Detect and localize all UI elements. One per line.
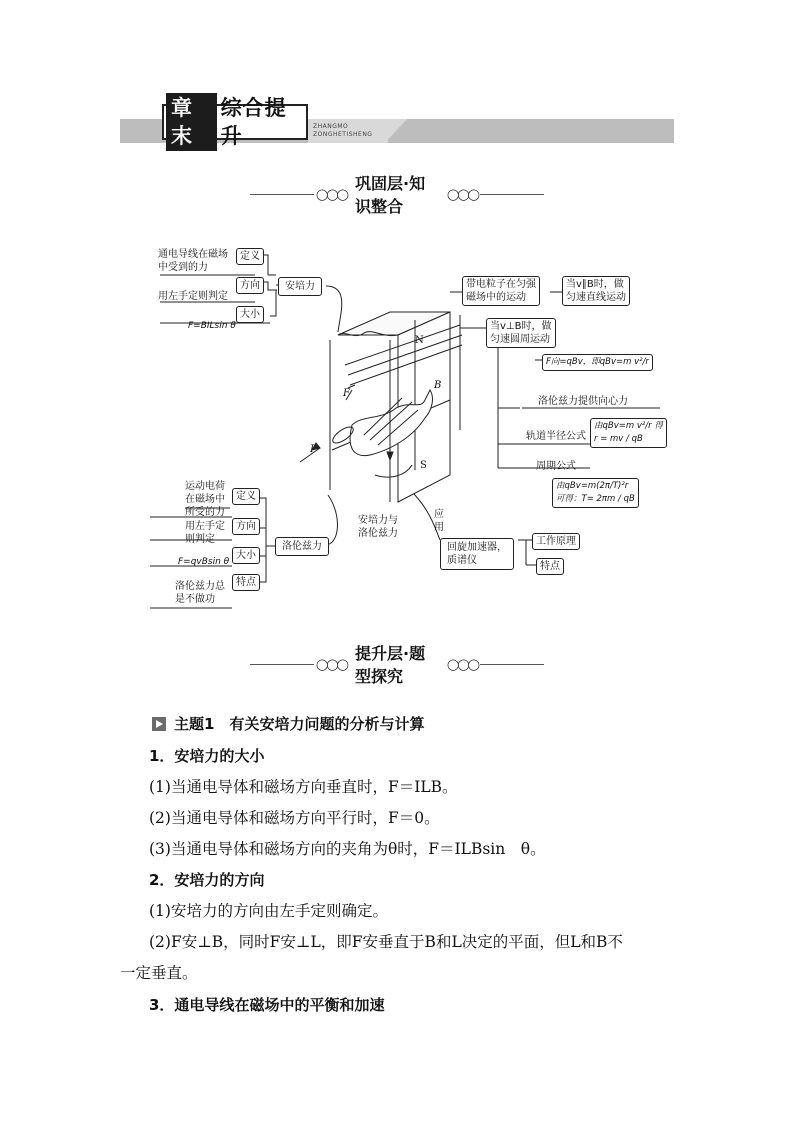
heading-ornament-left: ◯◯◯ [316, 657, 347, 671]
lorentz-magnitude-formula: F=qvBsin θ [178, 557, 230, 567]
chapter-title-dark: 章末 [166, 93, 217, 151]
ampere-direction-label: 方向 [236, 277, 264, 294]
lorentz-definition-line-1: 运动电荷 [185, 481, 225, 492]
ampere-direction-text: 用左手定则判定 [158, 291, 228, 302]
lorentz-direction-label: 方向 [232, 518, 260, 535]
application-feature-node: 特点 [536, 558, 564, 575]
lorentz-direction-line-1: 用左手定 [185, 521, 225, 532]
section-heading-knowledge [250, 174, 544, 216]
working-principle-node: 工作原理 [532, 533, 580, 550]
particle-motion-line-1: 带电粒子在匀强 [466, 279, 536, 290]
diagram-label-s: S [420, 460, 427, 471]
heading-rule-right [480, 664, 544, 665]
parallel-motion-line-2: 匀速直线运动 [566, 292, 626, 303]
lorentz-force-node: 洛伦兹力 [275, 537, 329, 556]
diagram-label-n: N [415, 335, 424, 346]
lorentz-magnitude-label: 大小 [232, 547, 260, 564]
diagram-label-i: I [310, 444, 314, 455]
section-heading-problems [250, 644, 544, 686]
period-formula-box [552, 478, 639, 508]
lorentz-definition-text [185, 480, 225, 519]
paragraph-perpendicular: (1)当通电导体和磁场方向垂直时，F＝ILB。 [149, 778, 458, 796]
ampere-definition-text [158, 248, 228, 274]
lorentz-definition-line-3: 所受的力 [185, 507, 225, 518]
application-node-line-1: 回旋加速器， [447, 542, 507, 553]
paragraph-perpendicular-plane: (2)F安⊥B，同时F安⊥L，即F安垂直于B和L决定的平面，但L和B不 [149, 933, 623, 951]
section-title: 巩固层·知识整合 [354, 174, 426, 216]
lorentz-feature-line-1: 洛伦兹力总 [175, 581, 225, 592]
diagram-label-f: F [343, 388, 350, 399]
paragraph-perpendicular-plane-cont: 一定垂直。 [120, 964, 198, 982]
heading-rule-right [480, 194, 544, 195]
subheading-magnitude: 1．安培力的大小 [149, 747, 265, 765]
period-formula-line-1: 由qBv=m(2π/T)²r [556, 481, 629, 491]
lorentz-direction-line-2: 则判定 [185, 534, 215, 545]
diagram-caption [358, 514, 398, 540]
paragraph-angle: (3)当通电导体和磁场方向的夹角为θ时，F＝ILBsin θ。 [149, 840, 546, 858]
lorentz-feature-line-2: 是不做功 [175, 594, 215, 605]
play-triangle-icon [152, 717, 166, 731]
topic-heading [152, 713, 424, 735]
header-banner-wedge [385, 119, 407, 143]
heading-rule-left [250, 194, 314, 195]
ampere-definition-label: 定义 [236, 248, 264, 265]
knowledge-mind-map [150, 240, 670, 620]
radius-formula-line-2: r = mv / qB [594, 434, 643, 444]
pinyin-line-2: ZONGHETISHENG [313, 131, 373, 138]
subheading-direction: 2．安培力的方向 [149, 871, 265, 889]
ampere-definition-line-1: 通电导线在磁场 [158, 249, 228, 260]
topic-heading-text: 主题1 有关安培力问题的分析与计算 [174, 715, 425, 733]
period-formula-line-2: 可得：T= 2πm / qB [556, 494, 635, 504]
application-label-line-2: 用 [434, 522, 444, 533]
radius-formula-box [590, 418, 667, 448]
perpendicular-motion-line-2: 匀速圆周运动 [490, 334, 550, 345]
period-formula-label: 周期公式 [536, 461, 576, 472]
lorentz-feature-text [175, 580, 225, 606]
lorentz-provides-centripetal: 洛伦兹力提供向心力 [538, 396, 628, 407]
pinyin-line-1: ZHANGMO [313, 123, 349, 130]
heading-ornament-right: ◯◯◯ [447, 657, 478, 671]
paragraph-left-hand-rule: (1)安培力的方向由左手定则确定。 [149, 902, 388, 920]
ampere-definition-line-2: 中受到的力 [158, 262, 208, 273]
chapter-title-rest: 综合提升 [220, 96, 287, 148]
lorentz-definition-label: 定义 [232, 488, 260, 505]
application-label-line-1: 应 [434, 509, 444, 520]
particle-motion-node [462, 276, 540, 306]
heading-ornament-left: ◯◯◯ [316, 187, 347, 201]
radius-formula-label: 轨道半径公式 [526, 431, 586, 442]
subheading-equilibrium: 3．通电导线在磁场中的平衡和加速 [149, 996, 385, 1014]
section-title: 提升层·题型探究 [354, 644, 426, 686]
lorentz-direction-text [185, 520, 225, 546]
application-node [440, 538, 514, 570]
diagram-label-b: B [434, 380, 442, 391]
ampere-magnitude-formula: F=BILsin θ [188, 321, 236, 331]
application-label [434, 508, 444, 534]
diagram-caption-line-1: 安培力与 [358, 515, 398, 526]
application-node-line-2: 质谱仪 [447, 555, 477, 566]
chapter-title-box [162, 96, 308, 148]
particle-motion-line-2: 磁场中的运动 [466, 292, 526, 303]
parallel-motion-node [562, 276, 630, 306]
chapter-pinyin [313, 123, 372, 139]
lorentz-feature-label: 特点 [232, 574, 260, 591]
lorentz-definition-line-2: 在磁场中 [185, 494, 225, 505]
centripetal-formula-box: F向=qBv，即qBv=m v²/r [542, 354, 653, 371]
ampere-force-node: 安培力 [278, 277, 322, 296]
radius-formula-line-1: 由qBv=m v²/r 得 [594, 421, 663, 431]
perpendicular-motion-node [486, 318, 556, 348]
diagram-caption-line-2: 洛伦兹力 [358, 528, 398, 539]
paragraph-parallel: (2)当通电导体和磁场方向平行时，F＝0。 [149, 809, 440, 827]
perpendicular-motion-line-1: 当v⊥B时，做 [490, 321, 552, 332]
heading-rule-left [250, 664, 314, 665]
heading-ornament-right: ◯◯◯ [447, 187, 478, 201]
ampere-magnitude-label: 大小 [236, 306, 264, 323]
parallel-motion-line-1: 当v∥B时，做 [566, 279, 624, 290]
